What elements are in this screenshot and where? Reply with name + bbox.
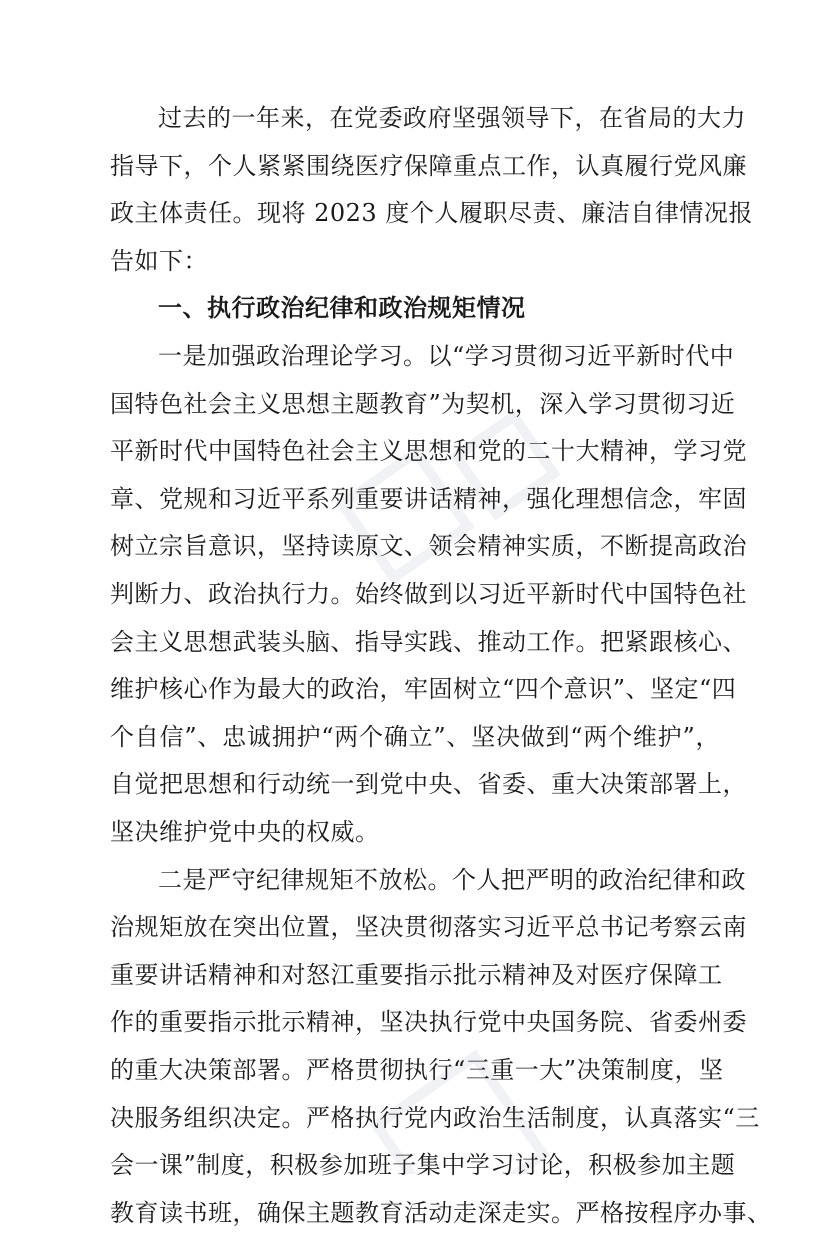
paragraph-line: 个自信”、忠诚拥护“两个确立”、坚决做到“两个维护”， xyxy=(110,722,720,751)
paragraph-line: 章、党规和习近平系列重要讲话精神，强化理想信念，牢固 xyxy=(110,484,747,513)
paragraph-line: 会主义思想武装头脑、指导实践、推动工作。把紧跟核心、 xyxy=(110,627,747,656)
section-heading: 一、执行政治纪律和政治规矩情况 xyxy=(158,294,526,323)
paragraph-line: 坚决维护党中央的权威。 xyxy=(110,818,380,846)
paragraph-line: 作的重要指示批示精神，坚决执行党中央国务院、省委州委 xyxy=(110,1008,747,1037)
intro-line: 告如下： xyxy=(110,246,208,275)
paragraph-line: 自觉把思想和行动统一到党中央、省委、重大决策部署上， xyxy=(110,770,747,799)
intro-line: 过去的一年来，在党委政府坚强领导下，在省局的大力 xyxy=(158,104,746,132)
paragraph-line: 二是严守纪律规矩不放松。个人把严明的政治纪律和政 xyxy=(158,865,746,894)
paragraph-line: 一是加强政治理论学习。以“学习贯彻习近平新时代中 xyxy=(158,342,735,370)
paragraph-line: 重要讲话精神和对怒江重要指示批示精神及对医疗保障工 xyxy=(110,960,723,989)
paragraph-line: 的重大决策部署。严格贯彻执行“三重一大”决策制度，坚 xyxy=(110,1056,724,1084)
paragraph-line: 国特色社会主义思想主题教育”为契机，深入学习贯彻习近 xyxy=(110,389,736,418)
paragraph-line: 决服务组织决定。严格执行党内政治生活制度，认真落实“三 xyxy=(110,1103,760,1132)
paragraph-line: 判断力、政治执行力。始终做到以习近平新时代中国特色社 xyxy=(110,580,747,608)
paragraph-line: 会一课”制度，积极参加班子集中学习讨论，积极参加主题 xyxy=(110,1151,736,1180)
intro-line: 指导下，个人紧紧围绕医疗保障重点工作，认真履行党风廉 xyxy=(110,151,747,180)
paragraph-line: 维护核心作为最大的政治，牢固树立“四个意识”、坚定“四 xyxy=(110,675,737,704)
paragraph-line: 平新时代中国特色社会主义思想和党的二十大精神，学习党 xyxy=(110,437,747,466)
paragraph-line: 树立宗旨意识，坚持读原文、领会精神实质，不断提高政治 xyxy=(110,532,747,561)
paragraph-line: 治规矩放在突出位置，坚决贯彻落实习近平总书记考察云南 xyxy=(110,913,747,942)
intro-line: 政主体责任。现将 2023 度个人履职尽责、廉洁自律情况报 xyxy=(110,199,753,228)
paragraph-line: 教育读书班，确保主题教育活动走深走实。严格按程序办事、 xyxy=(110,1198,772,1227)
